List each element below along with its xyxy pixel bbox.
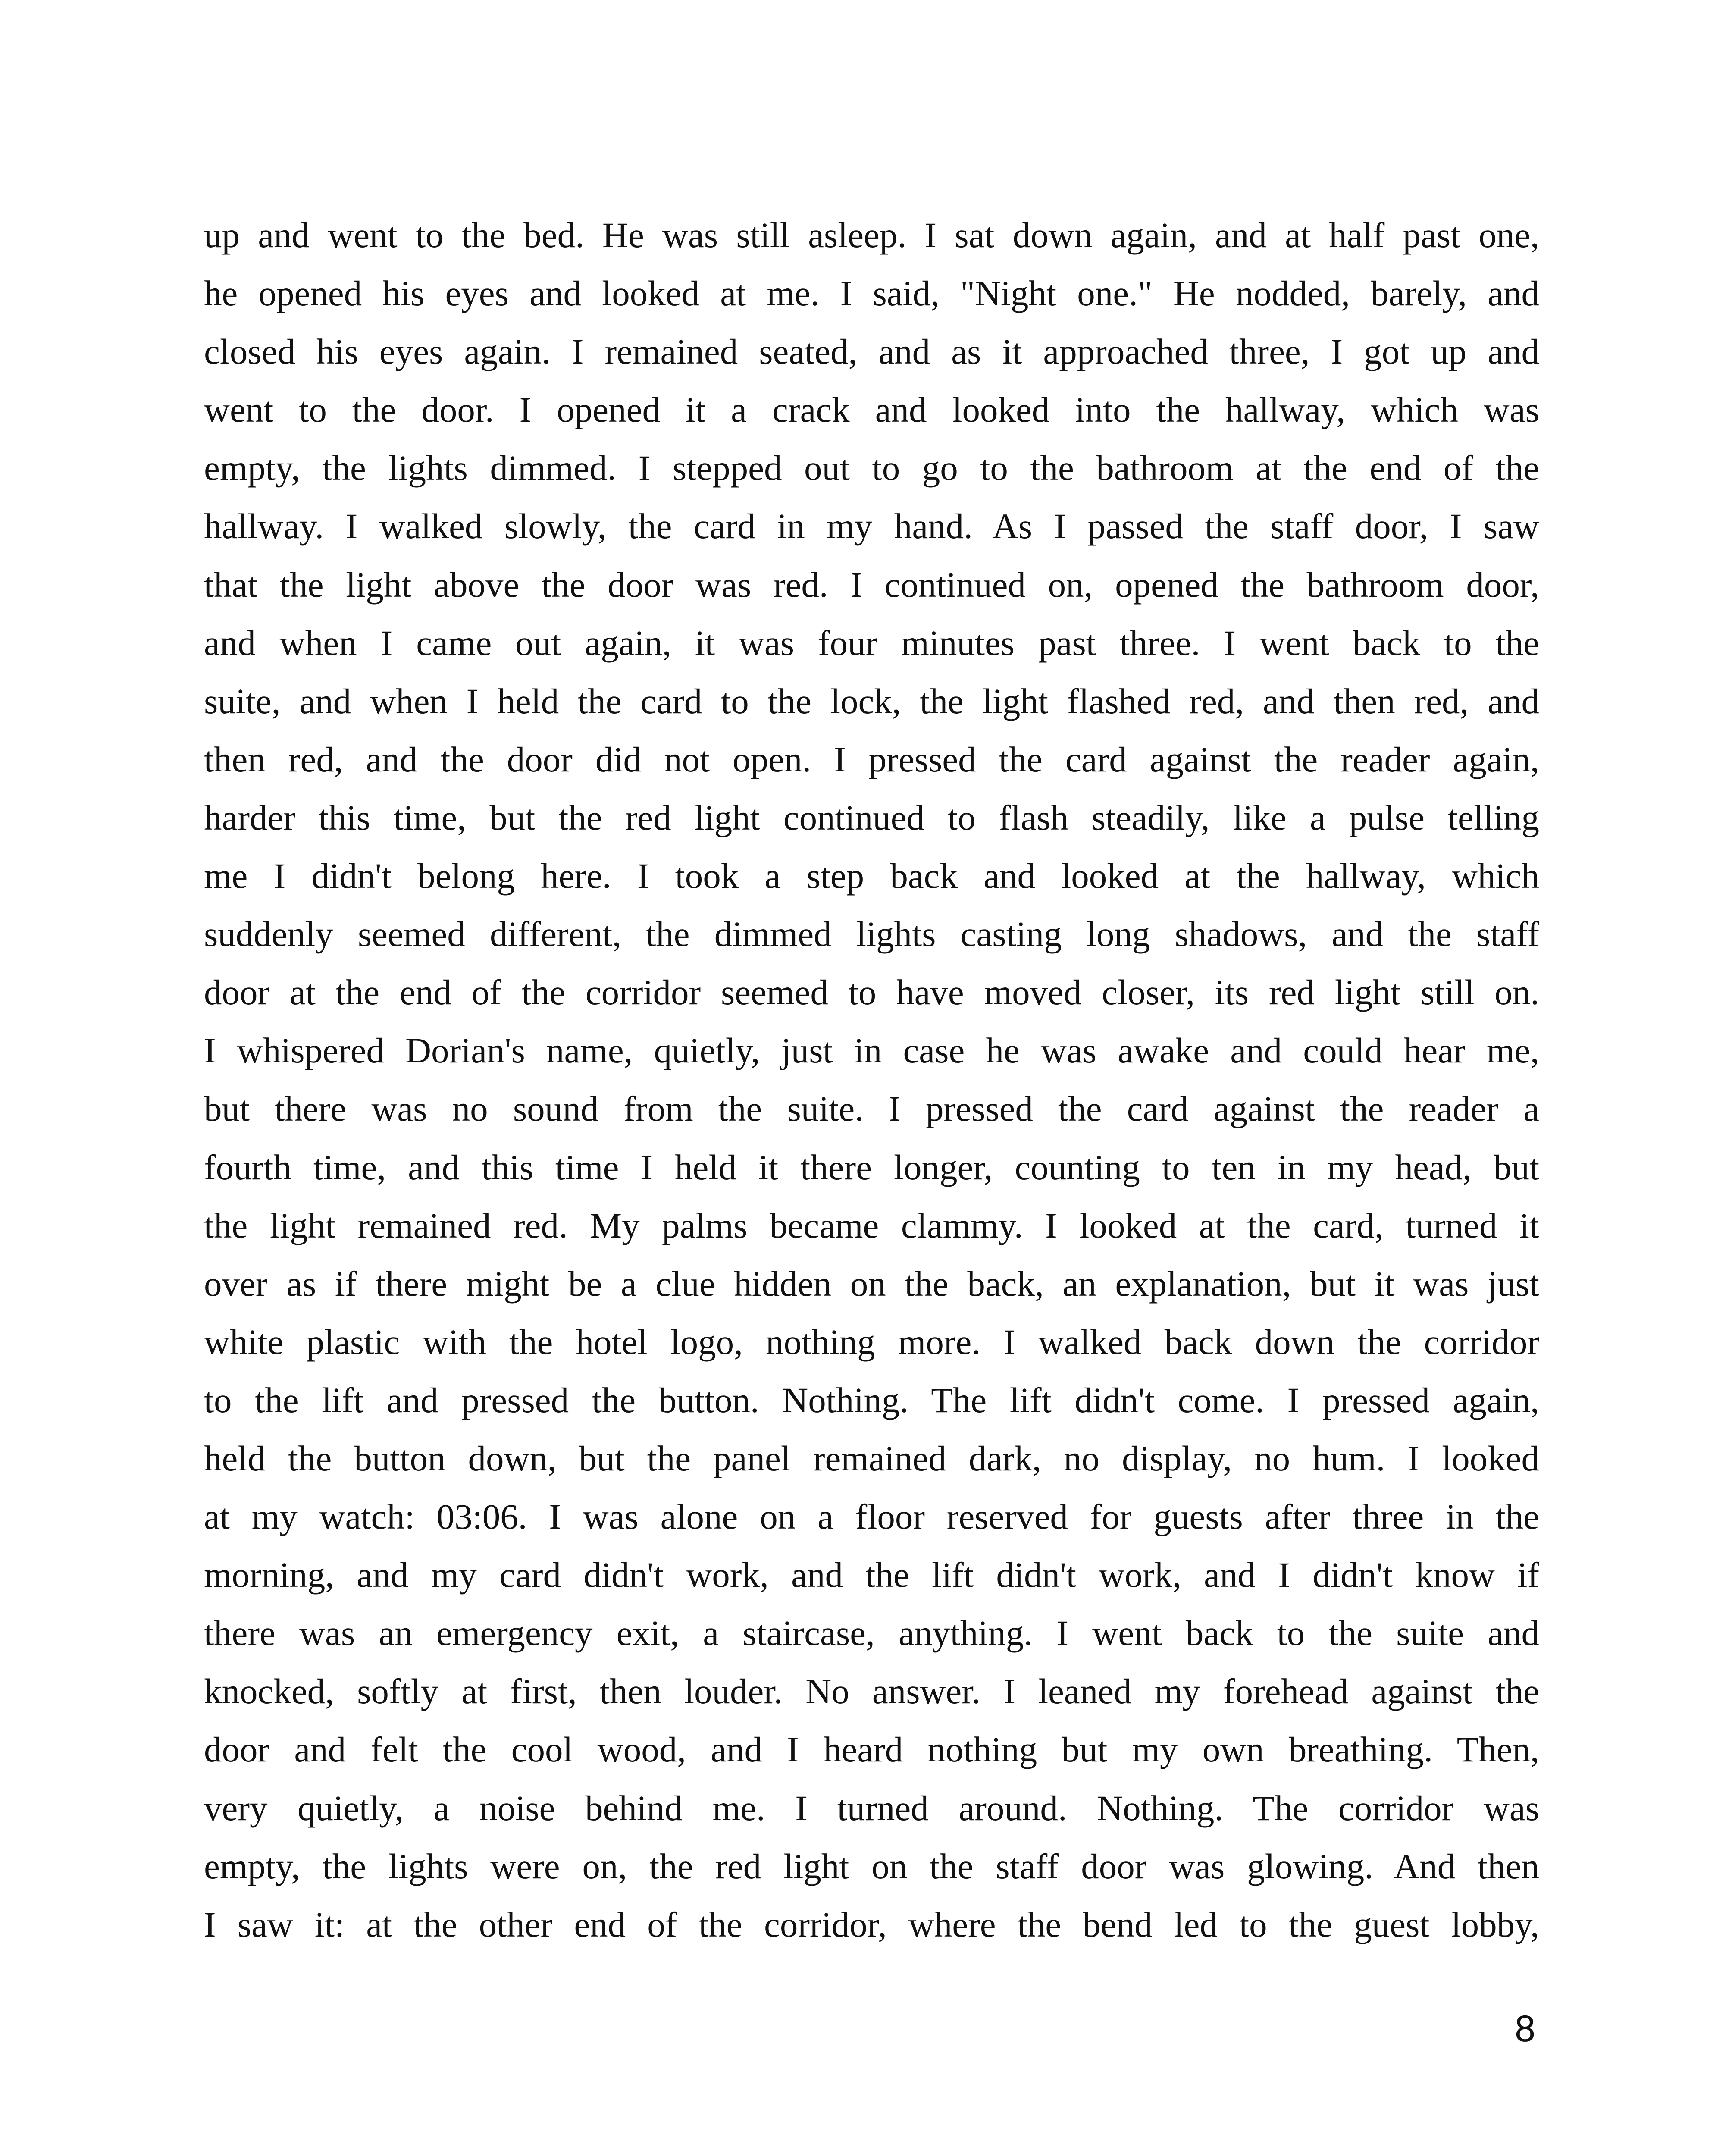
text-line: he opened his eyes and looked at me. I said, "Night one." He nodded, barely, and [204, 273, 1539, 313]
text-line: but there was no sound from the suite. I pressed the card against the reader a [204, 1089, 1539, 1129]
text-line: the light remained red. My palms became clammy. I looked at the card, turned it [204, 1205, 1539, 1245]
text-line: over as if there might be a clue hidden on the back, an explanation, but it was just [204, 1263, 1539, 1304]
text-line: then red, and the door did not open. I pressed the card against the reader again, [204, 739, 1539, 779]
text-line: empty, the lights were on, the red light on the staff door was glowing. And then [204, 1846, 1539, 1886]
text-line: empty, the lights dimmed. I stepped out to go to the bathroom at the end of the [204, 448, 1539, 488]
text-line: closed his eyes again. I remained seated, and as it approached three, I got up and [204, 332, 1539, 372]
text-line: and when I came out again, it was four minutes past three. I went back to the [204, 623, 1539, 663]
text-line: up and went to the bed. He was still asleep. I sat down again, and at half past one, [204, 215, 1539, 255]
text-line: to the lift and pressed the button. Nothing. The lift didn't come. I pressed again, [204, 1380, 1539, 1420]
text-line: I whispered Dorian's name, quietly, just in case he was awake and could hear me, [204, 1031, 1539, 1071]
body-text [204, 206, 1539, 1954]
text-line: door and felt the cool wood, and I heard nothing but my own breathing. Then, [204, 1730, 1539, 1770]
text-line: harder this time, but the red light continued to flash steadily, like a pulse telling [204, 797, 1539, 837]
text-line: fourth time, and this time I held it there longer, counting to ten in my head, but [204, 1147, 1539, 1187]
text-line: went to the door. I opened it a crack and looked into the hallway, which was [204, 390, 1539, 430]
text-line: white plastic with the hotel logo, nothing more. I walked back down the corridor [204, 1322, 1539, 1362]
text-line: suite, and when I held the card to the lock, the light flashed red, and then red, and [204, 681, 1539, 721]
text-line: knocked, softly at first, then louder. No answer. I leaned my forehead against the [204, 1671, 1539, 1711]
text-line: very quietly, a noise behind me. I turned around. Nothing. The corridor was [204, 1788, 1539, 1828]
text-line: there was an emergency exit, a staircase, anything. I went back to the suite and [204, 1613, 1539, 1653]
text-line: hallway. I walked slowly, the card in my hand. As I passed the staff door, I saw [204, 506, 1539, 546]
text-line: held the button down, but the panel remained dark, no display, no hum. I looked [204, 1438, 1539, 1478]
text-line: me I didn't belong here. I took a step back and looked at the hallway, which [204, 856, 1539, 896]
text-line: at my watch: 03:06. I was alone on a floor reserved for guests after three in the [204, 1497, 1539, 1537]
text-line: suddenly seemed different, the dimmed lights casting long shadows, and the staff [204, 914, 1539, 954]
text-line: that the light above the door was red. I continued on, opened the bathroom door, [204, 564, 1539, 605]
page-number: 8 [1515, 2008, 1535, 2049]
text-line: I saw it: at the other end of the corridor, where the bend led to the guest lobby, [204, 1904, 1539, 1944]
text-line: morning, and my card didn't work, and the lift didn't work, and I didn't know if [204, 1555, 1539, 1595]
text-line: door at the end of the corridor seemed to have moved closer, its red light still on. [204, 972, 1539, 1012]
